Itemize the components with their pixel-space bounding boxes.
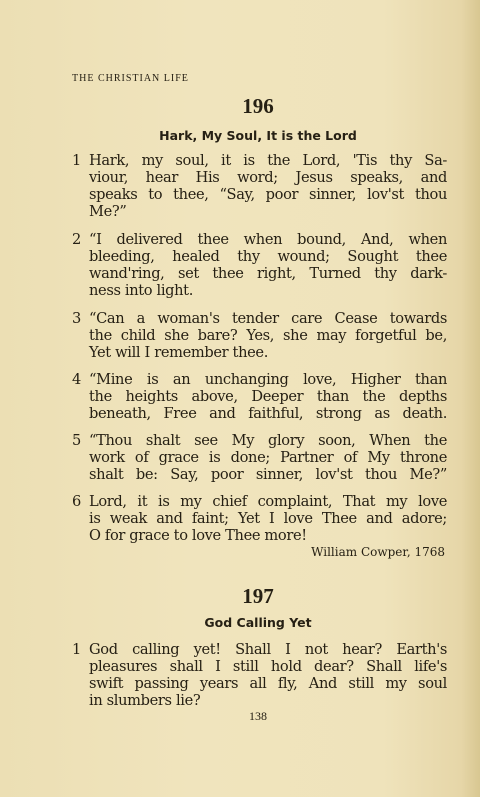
hymn-title-197: God Calling Yet — [204, 615, 312, 630]
stanza-line: Me?” — [89, 203, 127, 220]
stanza-196-6 — [72, 493, 447, 544]
stanza-line: beneath, Free and faithful, strong as death. — [89, 405, 447, 422]
stanza-line: bleeding, healed thy wound; Sought thee — [89, 248, 447, 265]
stanza-line: God calling yet! Shall I not hear? Earth's — [89, 641, 447, 658]
attribution: William Cowper, 1768 — [311, 545, 445, 559]
hymn-number-197: 197 — [242, 584, 274, 608]
stanza-line: the child she bare? Yes, she may forgetful be, — [89, 327, 447, 344]
stanza-line: Yet will I remember thee. — [89, 344, 268, 361]
stanza-196-3 — [72, 310, 447, 361]
stanza-line: “Can a woman's tender care Cease towards — [89, 310, 447, 327]
stanza-line: work of grace is done; Partner of My throne — [89, 449, 447, 466]
stanza-line: “I delivered thee when bound, And, when — [89, 231, 447, 248]
stanza-line: speaks to thee, “Say, poor sinner, lov'st thou — [89, 186, 447, 203]
stanza-line: wand'ring, set thee right, Turned thy dark- — [89, 265, 447, 282]
stanza-196-1 — [72, 152, 447, 220]
running-head: THE CHRISTIAN LIFE — [72, 73, 189, 84]
stanza-number: 4 — [72, 371, 81, 388]
stanza-line: in slumbers lie? — [89, 692, 201, 709]
stanza-line: Hark, my soul, it is the Lord, 'Tis thy Sa- — [89, 152, 447, 169]
stanza-line: swift passing years all fly, And still my soul — [89, 675, 447, 692]
stanza-196-2 — [72, 231, 447, 299]
stanza-196-4 — [72, 371, 447, 422]
page-number: 138 — [249, 709, 267, 723]
stanza-line: “Mine is an unchanging love, Higher than — [89, 371, 447, 388]
stanza-line: viour, hear His word; Jesus speaks, and — [89, 169, 447, 186]
stanza-number: 1 — [72, 641, 81, 658]
stanza-line: shalt be: Say, poor sinner, lov'st thou Me?” — [89, 466, 447, 483]
stanza-number: 2 — [72, 231, 81, 248]
stanza-line: Lord, it is my chief complaint, That my love — [89, 493, 447, 510]
stanza-196-5 — [72, 432, 447, 483]
stanza-line: O for grace to love Thee more! — [89, 527, 307, 544]
stanza-number: 1 — [72, 152, 81, 169]
stanza-number: 3 — [72, 310, 81, 327]
hymn-title-196: Hark, My Soul, It is the Lord — [159, 128, 357, 143]
hymn-number-196: 196 — [242, 94, 274, 118]
stanza-line: ness into light. — [89, 282, 193, 299]
stanza-line: “Thou shalt see My glory soon, When the — [89, 432, 447, 449]
stanza-number: 5 — [72, 432, 81, 449]
stanza-197-1 — [72, 641, 447, 709]
stanza-line: is weak and faint; Yet I love Thee and adore; — [89, 510, 447, 527]
stanza-number: 6 — [72, 493, 81, 510]
stanza-line: the heights above, Deeper than the depths — [89, 388, 447, 405]
stanza-line: pleasures shall I still hold dear? Shall life's — [89, 658, 447, 675]
